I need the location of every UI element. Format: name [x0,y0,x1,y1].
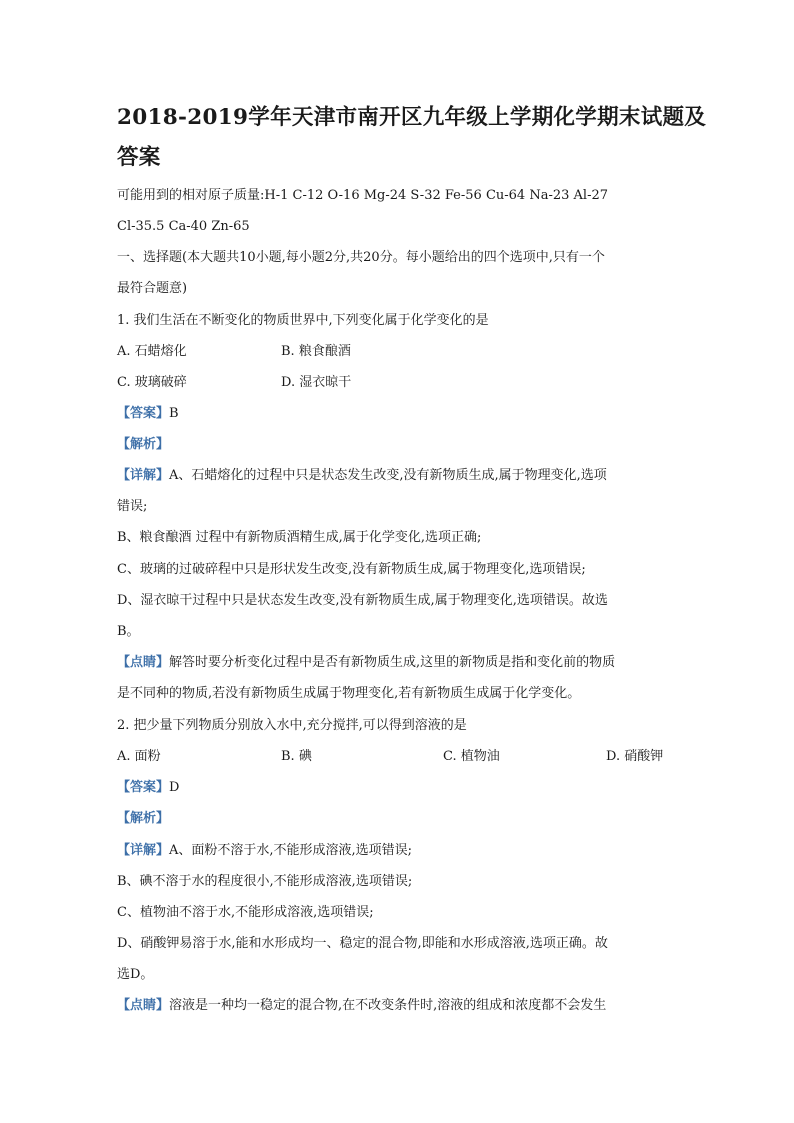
question-1-stem: 1. 我们生活在不断变化的物质世界中,下列变化属于化学变化的是 [117,313,489,328]
question-1-option-c: C. 玻璃破碎 [117,375,187,390]
question-1-detail-line-6: B。 [117,624,140,639]
question-2-detail-line-4: D、硝酸钾易溶于水,能和水形成均一、稳定的混合物,即能和水形成溶液,选项正确。故 [117,936,608,951]
document-title-line-2: 答案 [117,145,161,170]
question-2-option-a: A. 面粉 [117,749,161,764]
question-1-comment-line-1 [117,653,615,673]
atomic-mass-line-2: Cl-35.5 Ca-40 Zn-65 [117,219,250,234]
detail-text: A、石蜡熔化的过程中只是状态发生改变,没有新物质生成,属于物理变化,选项 [169,468,607,483]
question-1-detail-line-1 [117,466,607,486]
analysis-tag: 【解析】 [117,811,170,826]
comment-tag: 【点睛】 [117,998,170,1013]
section-heading-line-1: 一、选择题(本大题共10小题,每小题2分,共20分。每小题给出的四个选项中,只有一个 [117,250,605,265]
question-2-answer [117,778,179,798]
detail-tag: 【详解】 [117,843,170,858]
question-1-answer [117,404,179,424]
section-heading-line-2: 最符合题意) [117,281,188,296]
comment-tag: 【点睛】 [117,655,170,670]
question-1-comment-line-2: 是不同种的物质,若没有新物质生成属于物理变化,若有新物质生成属于化学变化。 [117,686,581,701]
question-2-analysis [117,809,169,829]
question-2-option-c: C. 植物油 [443,749,500,764]
question-2-detail-line-5: 选D。 [117,967,154,982]
question-2-detail-line-3: C、植物油不溶于水,不能形成溶液,选项错误; [117,905,374,920]
detail-tag: 【详解】 [117,468,170,483]
question-2-detail-line-1 [117,841,412,861]
question-2-detail-line-2: B、碘不溶于水的程度很小,不能形成溶液,选项错误; [117,874,413,889]
comment-text: 溶液是一种均一稳定的混合物,在不改变条件时,溶液的组成和浓度都不会发生 [169,998,607,1013]
analysis-tag: 【解析】 [117,437,170,452]
question-1-detail-line-4: C、玻璃的过破碎程中只是形状发生改变,没有新物质生成,属于物理变化,选项错误; [117,562,586,577]
answer-tag: 【答案】 [117,780,170,795]
question-1-detail-line-2: 错误; [117,499,148,514]
document-title-line-1: 2018-2019学年天津市南开区九年级上学期化学期末试题及 [117,105,707,130]
question-1-analysis [117,435,169,455]
question-1-option-d: D. 湿衣晾干 [281,375,352,390]
question-2-comment-line-1 [117,996,606,1016]
comment-text: 解答时要分析变化过程中是否有新物质生成,这里的新物质是指和变化前的物质 [169,655,616,670]
question-1-detail-line-5: D、湿衣晾干过程中只是状态发生改变,没有新物质生成,属于物理变化,选项错误。故选 [117,593,608,608]
detail-text: A、面粉不溶于水,不能形成溶液,选项错误; [169,843,413,858]
answer-value: B [169,406,179,421]
question-2-stem: 2. 把少量下列物质分别放入水中,充分搅拌,可以得到溶液的是 [117,718,467,733]
question-2-option-b: B. 碘 [281,749,312,764]
atomic-mass-line-1: 可能用到的相对原子质量:H-1 C-12 O-16 Mg-24 S-32 Fe-56 Cu-64 Na-23 Al-27 [117,188,609,203]
question-1-option-a: A. 石蜡熔化 [117,344,187,359]
answer-value: D [169,780,180,795]
question-2-option-d: D. 硝酸钾 [606,749,664,764]
question-1-option-b: B. 粮食酿酒 [281,344,351,359]
answer-tag: 【答案】 [117,406,170,421]
question-1-detail-line-3: B、粮食酿酒 过程中有新物质酒精生成,属于化学变化,选项正确; [117,530,482,545]
